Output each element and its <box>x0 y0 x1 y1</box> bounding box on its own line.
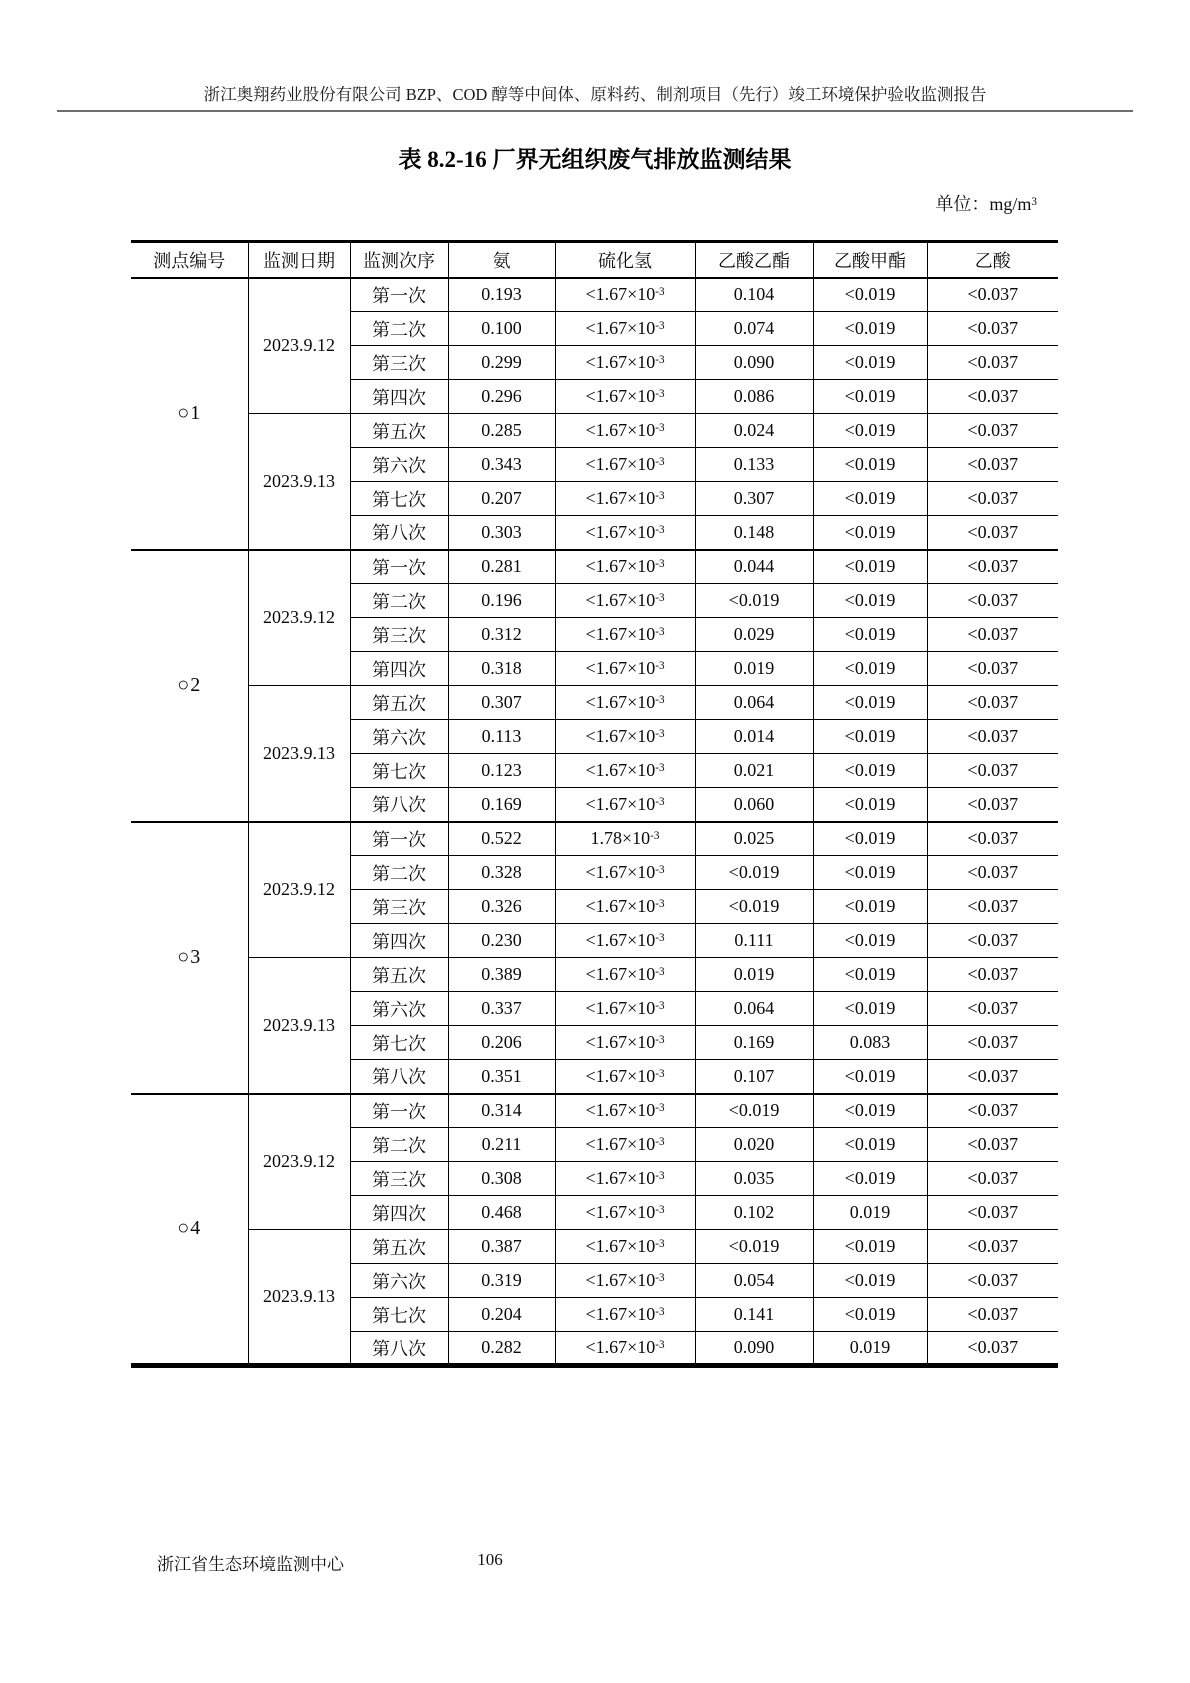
cell-value: <0.019 <box>813 278 927 312</box>
cell-value: 0.021 <box>695 754 813 788</box>
column-header: 硫化氢 <box>555 242 695 278</box>
cell-value: 0.133 <box>695 448 813 482</box>
cell-sequence: 第二次 <box>350 1128 448 1162</box>
cell-value: <0.019 <box>813 924 927 958</box>
cell-value: 0.204 <box>448 1298 555 1332</box>
cell-value: <0.019 <box>813 788 927 822</box>
cell-value: 0.019 <box>813 1332 927 1366</box>
cell-sequence: 第八次 <box>350 1332 448 1366</box>
footer-page-number: 106 <box>477 1550 503 1569</box>
cell-value: <0.019 <box>813 312 927 346</box>
footer-organization: 浙江省生态环境监测中心 <box>157 1555 344 1574</box>
cell-value: 0.014 <box>695 720 813 754</box>
cell-value: <0.037 <box>927 448 1058 482</box>
cell-sequence: 第七次 <box>350 1026 448 1060</box>
cell-sequence: 第二次 <box>350 312 448 346</box>
cell-value: 0.074 <box>695 312 813 346</box>
cell-value: <0.037 <box>927 414 1058 448</box>
cell-sequence: 第七次 <box>350 754 448 788</box>
cell-value: 0.107 <box>695 1060 813 1094</box>
cell-value: $<1.67\times 10^{-3}$ <box>555 618 695 652</box>
header-row <box>131 242 1058 278</box>
cell-value: <0.037 <box>927 958 1058 992</box>
cell-value: 0.281 <box>448 550 555 584</box>
table-row <box>131 1230 1058 1264</box>
cell-value: $<1.67\times 10^{-3}$ <box>555 584 695 618</box>
cell-value: 0.029 <box>695 618 813 652</box>
cell-sequence: 第六次 <box>350 448 448 482</box>
cell-value: <0.019 <box>813 686 927 720</box>
cell-value: <0.019 <box>813 1264 927 1298</box>
cell-sequence: 第八次 <box>350 516 448 550</box>
cell-value: $<1.67\times 10^{-3}$ <box>555 720 695 754</box>
cell-value: <0.037 <box>927 1230 1058 1264</box>
cell-value: 0.141 <box>695 1298 813 1332</box>
table-row <box>131 822 1058 856</box>
cell-value: <0.037 <box>927 1298 1058 1332</box>
cell-value: <0.019 <box>813 584 927 618</box>
cell-sequence: 第三次 <box>350 1162 448 1196</box>
cell-monitoring-date: 2023.9.12 <box>248 822 350 958</box>
cell-value: 0.019 <box>813 1196 927 1230</box>
cell-value: <0.019 <box>813 1298 927 1332</box>
cell-value: <0.037 <box>927 1196 1058 1230</box>
cell-value: $<1.67\times 10^{-3}$ <box>555 550 695 584</box>
cell-value: 0.064 <box>695 686 813 720</box>
cell-value: <0.037 <box>927 278 1058 312</box>
cell-value: $<1.67\times 10^{-3}$ <box>555 652 695 686</box>
running-header: 浙江奥翔药业股份有限公司 BZP、COD 醇等中间体、原料药、制剂项目（先行）竣工环境保护验收监测报告 <box>203 85 987 104</box>
cell-value: 0.019 <box>695 652 813 686</box>
cell-value: 0.328 <box>448 856 555 890</box>
cell-value: <0.037 <box>927 550 1058 584</box>
cell-value: 0.193 <box>448 278 555 312</box>
cell-value: $<1.67\times 10^{-3}$ <box>555 516 695 550</box>
cell-sequence: 第一次 <box>350 278 448 312</box>
cell-value: $<1.67\times 10^{-3}$ <box>555 1196 695 1230</box>
cell-value: 0.148 <box>695 516 813 550</box>
cell-value: $<1.67\times 10^{-3}$ <box>555 1162 695 1196</box>
cell-value: $1.78\times 10^{-3}$ <box>555 822 695 856</box>
monitoring-table <box>131 240 1058 1368</box>
cell-value: <0.037 <box>927 584 1058 618</box>
unit-note: 单位：$mg/m^3$ <box>935 194 1037 214</box>
column-header: 测点编号 <box>131 242 248 278</box>
cell-value: $<1.67\times 10^{-3}$ <box>555 1332 695 1366</box>
cell-value: 0.285 <box>448 414 555 448</box>
cell-sequence: 第六次 <box>350 720 448 754</box>
cell-value: $<1.67\times 10^{-3}$ <box>555 346 695 380</box>
cell-monitoring-date: 2023.9.13 <box>248 1230 350 1366</box>
cell-sequence: 第五次 <box>350 1230 448 1264</box>
cell-value: 0.326 <box>448 890 555 924</box>
cell-value: 0.090 <box>695 1332 813 1366</box>
cell-value: $<1.67\times 10^{-3}$ <box>555 448 695 482</box>
cell-value: 0.307 <box>448 686 555 720</box>
cell-value: 0.102 <box>695 1196 813 1230</box>
cell-value: <0.019 <box>813 1060 927 1094</box>
cell-value: <0.019 <box>813 958 927 992</box>
cell-value: $<1.67\times 10^{-3}$ <box>555 482 695 516</box>
cell-value: <0.037 <box>927 1128 1058 1162</box>
cell-value: 0.169 <box>448 788 555 822</box>
cell-sequence: 第八次 <box>350 1060 448 1094</box>
cell-value: $<1.67\times 10^{-3}$ <box>555 1128 695 1162</box>
cell-value: <0.037 <box>927 618 1058 652</box>
cell-value: 0.303 <box>448 516 555 550</box>
monitoring-table-head <box>131 242 1058 278</box>
cell-value: $<1.67\times 10^{-3}$ <box>555 278 695 312</box>
cell-value: <0.037 <box>927 516 1058 550</box>
cell-monitoring-point: ○3 <box>131 822 248 1094</box>
column-header: 氨 <box>448 242 555 278</box>
cell-sequence: 第五次 <box>350 414 448 448</box>
cell-value: <0.019 <box>813 890 927 924</box>
cell-sequence: 第一次 <box>350 550 448 584</box>
cell-value: $<1.67\times 10^{-3}$ <box>555 992 695 1026</box>
table-row <box>131 414 1058 448</box>
cell-value: 0.211 <box>448 1128 555 1162</box>
cell-monitoring-date: 2023.9.12 <box>248 1094 350 1230</box>
column-header: 乙酸 <box>927 242 1058 278</box>
cell-value: 0.207 <box>448 482 555 516</box>
cell-sequence: 第一次 <box>350 1094 448 1128</box>
column-header: 监测日期 <box>248 242 350 278</box>
column-header: 监测次序 <box>350 242 448 278</box>
cell-sequence: 第六次 <box>350 1264 448 1298</box>
cell-monitoring-date: 2023.9.13 <box>248 958 350 1094</box>
cell-value: 0.308 <box>448 1162 555 1196</box>
cell-value: $<1.67\times 10^{-3}$ <box>555 380 695 414</box>
cell-value: <0.019 <box>813 448 927 482</box>
cell-value: $<1.67\times 10^{-3}$ <box>555 686 695 720</box>
cell-value: 0.044 <box>695 550 813 584</box>
cell-value: 0.282 <box>448 1332 555 1366</box>
cell-value: <0.037 <box>927 720 1058 754</box>
cell-value: 0.104 <box>695 278 813 312</box>
cell-value: <0.019 <box>813 618 927 652</box>
cell-value: 0.314 <box>448 1094 555 1128</box>
cell-value: <0.019 <box>813 516 927 550</box>
cell-sequence: 第二次 <box>350 584 448 618</box>
cell-value: 0.113 <box>448 720 555 754</box>
cell-value: <0.037 <box>927 380 1058 414</box>
cell-value: $<1.67\times 10^{-3}$ <box>555 1026 695 1060</box>
table-title: 表 8.2-16 厂界无组织废气排放监测结果 <box>398 147 792 172</box>
cell-monitoring-date: 2023.9.13 <box>248 414 350 550</box>
cell-value: <0.037 <box>927 1332 1058 1366</box>
cell-monitoring-point: ○1 <box>131 278 248 550</box>
cell-value: $<1.67\times 10^{-3}$ <box>555 414 695 448</box>
cell-value: $<1.67\times 10^{-3}$ <box>555 1060 695 1094</box>
cell-value: 0.230 <box>448 924 555 958</box>
cell-sequence: 第四次 <box>350 652 448 686</box>
cell-value: <0.019 <box>695 856 813 890</box>
cell-sequence: 第六次 <box>350 992 448 1026</box>
cell-value: 0.206 <box>448 1026 555 1060</box>
table-row <box>131 686 1058 720</box>
cell-value: <0.019 <box>695 584 813 618</box>
cell-value: $<1.67\times 10^{-3}$ <box>555 312 695 346</box>
cell-sequence: 第五次 <box>350 686 448 720</box>
cell-value: <0.037 <box>927 1162 1058 1196</box>
cell-value: $<1.67\times 10^{-3}$ <box>555 788 695 822</box>
cell-value: <0.019 <box>695 1094 813 1128</box>
cell-value: 0.468 <box>448 1196 555 1230</box>
cell-value: <0.037 <box>927 312 1058 346</box>
cell-value: 0.196 <box>448 584 555 618</box>
cell-value: 0.035 <box>695 1162 813 1196</box>
cell-value: 0.083 <box>813 1026 927 1060</box>
monitoring-table-body <box>131 278 1058 1366</box>
cell-value: <0.019 <box>813 550 927 584</box>
cell-value: 0.299 <box>448 346 555 380</box>
cell-value: <0.019 <box>813 822 927 856</box>
cell-value: $<1.67\times 10^{-3}$ <box>555 924 695 958</box>
cell-value: <0.037 <box>927 686 1058 720</box>
cell-sequence: 第五次 <box>350 958 448 992</box>
cell-value: 0.387 <box>448 1230 555 1264</box>
cell-value: <0.019 <box>813 1162 927 1196</box>
cell-value: <0.019 <box>813 1128 927 1162</box>
cell-value: 0.389 <box>448 958 555 992</box>
cell-value: 0.024 <box>695 414 813 448</box>
cell-value: 0.086 <box>695 380 813 414</box>
table-row <box>131 278 1058 312</box>
cell-value: 0.020 <box>695 1128 813 1162</box>
cell-value: <0.037 <box>927 1026 1058 1060</box>
cell-value: $<1.67\times 10^{-3}$ <box>555 1230 695 1264</box>
cell-value: <0.037 <box>927 890 1058 924</box>
cell-value: <0.037 <box>927 822 1058 856</box>
cell-value: 0.522 <box>448 822 555 856</box>
cell-value: <0.019 <box>813 856 927 890</box>
table-row <box>131 550 1058 584</box>
cell-sequence: 第七次 <box>350 482 448 516</box>
cell-value: 0.337 <box>448 992 555 1026</box>
cell-value: $<1.67\times 10^{-3}$ <box>555 1298 695 1332</box>
table-row <box>131 958 1058 992</box>
cell-value: <0.019 <box>813 652 927 686</box>
cell-value: 0.312 <box>448 618 555 652</box>
cell-value: <0.019 <box>813 380 927 414</box>
cell-value: <0.019 <box>813 1094 927 1128</box>
cell-value: <0.019 <box>813 720 927 754</box>
cell-value: $<1.67\times 10^{-3}$ <box>555 1094 695 1128</box>
cell-sequence: 第一次 <box>350 822 448 856</box>
cell-value: <0.037 <box>927 1264 1058 1298</box>
cell-value: <0.019 <box>695 890 813 924</box>
cell-sequence: 第三次 <box>350 346 448 380</box>
cell-monitoring-date: 2023.9.12 <box>248 550 350 686</box>
cell-sequence: 第八次 <box>350 788 448 822</box>
cell-value: <0.037 <box>927 346 1058 380</box>
cell-value: 0.307 <box>695 482 813 516</box>
cell-value: <0.037 <box>927 1094 1058 1128</box>
cell-value: <0.037 <box>927 924 1058 958</box>
cell-value: $<1.67\times 10^{-3}$ <box>555 958 695 992</box>
cell-value: 0.111 <box>695 924 813 958</box>
cell-value: <0.037 <box>927 1060 1058 1094</box>
cell-value: 0.319 <box>448 1264 555 1298</box>
cell-value: <0.019 <box>813 482 927 516</box>
cell-value: 0.343 <box>448 448 555 482</box>
cell-value: 0.318 <box>448 652 555 686</box>
cell-value: <0.037 <box>927 652 1058 686</box>
column-header: 乙酸乙酯 <box>695 242 813 278</box>
column-header: 乙酸甲酯 <box>813 242 927 278</box>
cell-value: <0.019 <box>813 346 927 380</box>
cell-value: <0.037 <box>927 856 1058 890</box>
cell-monitoring-point: ○4 <box>131 1094 248 1366</box>
cell-sequence: 第二次 <box>350 856 448 890</box>
cell-value: 0.060 <box>695 788 813 822</box>
cell-value: 0.351 <box>448 1060 555 1094</box>
cell-value: $<1.67\times 10^{-3}$ <box>555 754 695 788</box>
cell-value: 0.064 <box>695 992 813 1026</box>
cell-value: $<1.67\times 10^{-3}$ <box>555 1264 695 1298</box>
cell-sequence: 第四次 <box>350 1196 448 1230</box>
cell-value: 0.090 <box>695 346 813 380</box>
cell-value: <0.037 <box>927 992 1058 1026</box>
cell-monitoring-point: ○2 <box>131 550 248 822</box>
cell-value: $<1.67\times 10^{-3}$ <box>555 890 695 924</box>
cell-value: <0.037 <box>927 788 1058 822</box>
cell-sequence: 第七次 <box>350 1298 448 1332</box>
header-divider <box>57 110 1133 112</box>
cell-value: <0.019 <box>813 992 927 1026</box>
cell-value: $<1.67\times 10^{-3}$ <box>555 856 695 890</box>
cell-value: 0.025 <box>695 822 813 856</box>
cell-value: <0.019 <box>813 1230 927 1264</box>
table-row <box>131 1094 1058 1128</box>
cell-sequence: 第三次 <box>350 890 448 924</box>
cell-value: 0.100 <box>448 312 555 346</box>
cell-value: 0.123 <box>448 754 555 788</box>
cell-value: 0.296 <box>448 380 555 414</box>
cell-value: 0.169 <box>695 1026 813 1060</box>
cell-value: <0.019 <box>813 414 927 448</box>
cell-value: 0.019 <box>695 958 813 992</box>
cell-sequence: 第三次 <box>350 618 448 652</box>
cell-value: <0.037 <box>927 754 1058 788</box>
cell-monitoring-date: 2023.9.12 <box>248 278 350 414</box>
cell-value: <0.037 <box>927 482 1058 516</box>
cell-value: 0.054 <box>695 1264 813 1298</box>
cell-sequence: 第四次 <box>350 380 448 414</box>
cell-value: <0.019 <box>695 1230 813 1264</box>
cell-monitoring-date: 2023.9.13 <box>248 686 350 822</box>
cell-value: <0.019 <box>813 754 927 788</box>
cell-sequence: 第四次 <box>350 924 448 958</box>
